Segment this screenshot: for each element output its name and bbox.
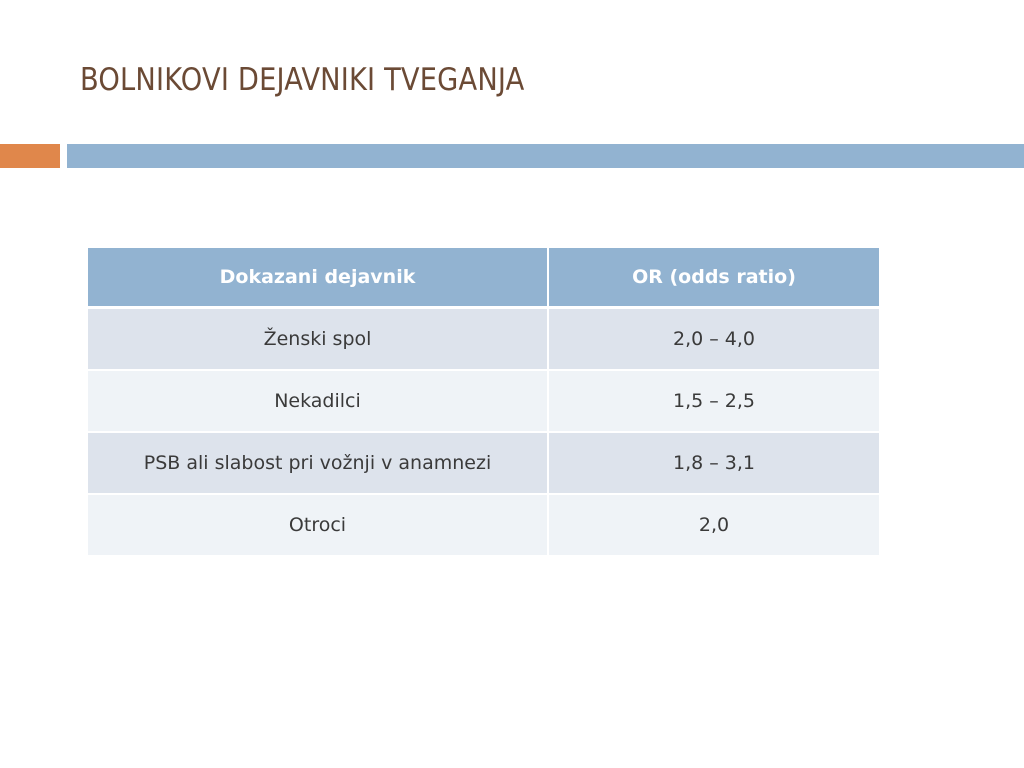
risk-factor-table [88, 248, 879, 555]
factor-cell: Nekadilci [88, 370, 548, 432]
odds-ratio-cell: 1,5 – 2,5 [548, 370, 879, 432]
odds-ratio-cell: 2,0 – 4,0 [548, 308, 879, 371]
accent-bar-orange [0, 144, 60, 168]
odds-ratio-cell: 2,0 [548, 494, 879, 555]
table-row [88, 494, 879, 555]
table-row [88, 370, 879, 432]
odds-ratio-cell: 1,8 – 3,1 [548, 432, 879, 494]
table-row [88, 432, 879, 494]
accent-bar-blue [67, 144, 1024, 168]
column-header-odds-ratio: OR (odds ratio) [548, 248, 879, 308]
slide-title: BOLNIKOVI DEJAVNIKI TVEGANJA [80, 62, 525, 98]
factor-cell: Ženski spol [88, 308, 548, 371]
column-header-factor: Dokazani dejavnik [88, 248, 548, 308]
table-row [88, 308, 879, 371]
table-header-row [88, 248, 879, 308]
factor-cell: PSB ali slabost pri vožnji v anamnezi [88, 432, 548, 494]
factor-cell: Otroci [88, 494, 548, 555]
